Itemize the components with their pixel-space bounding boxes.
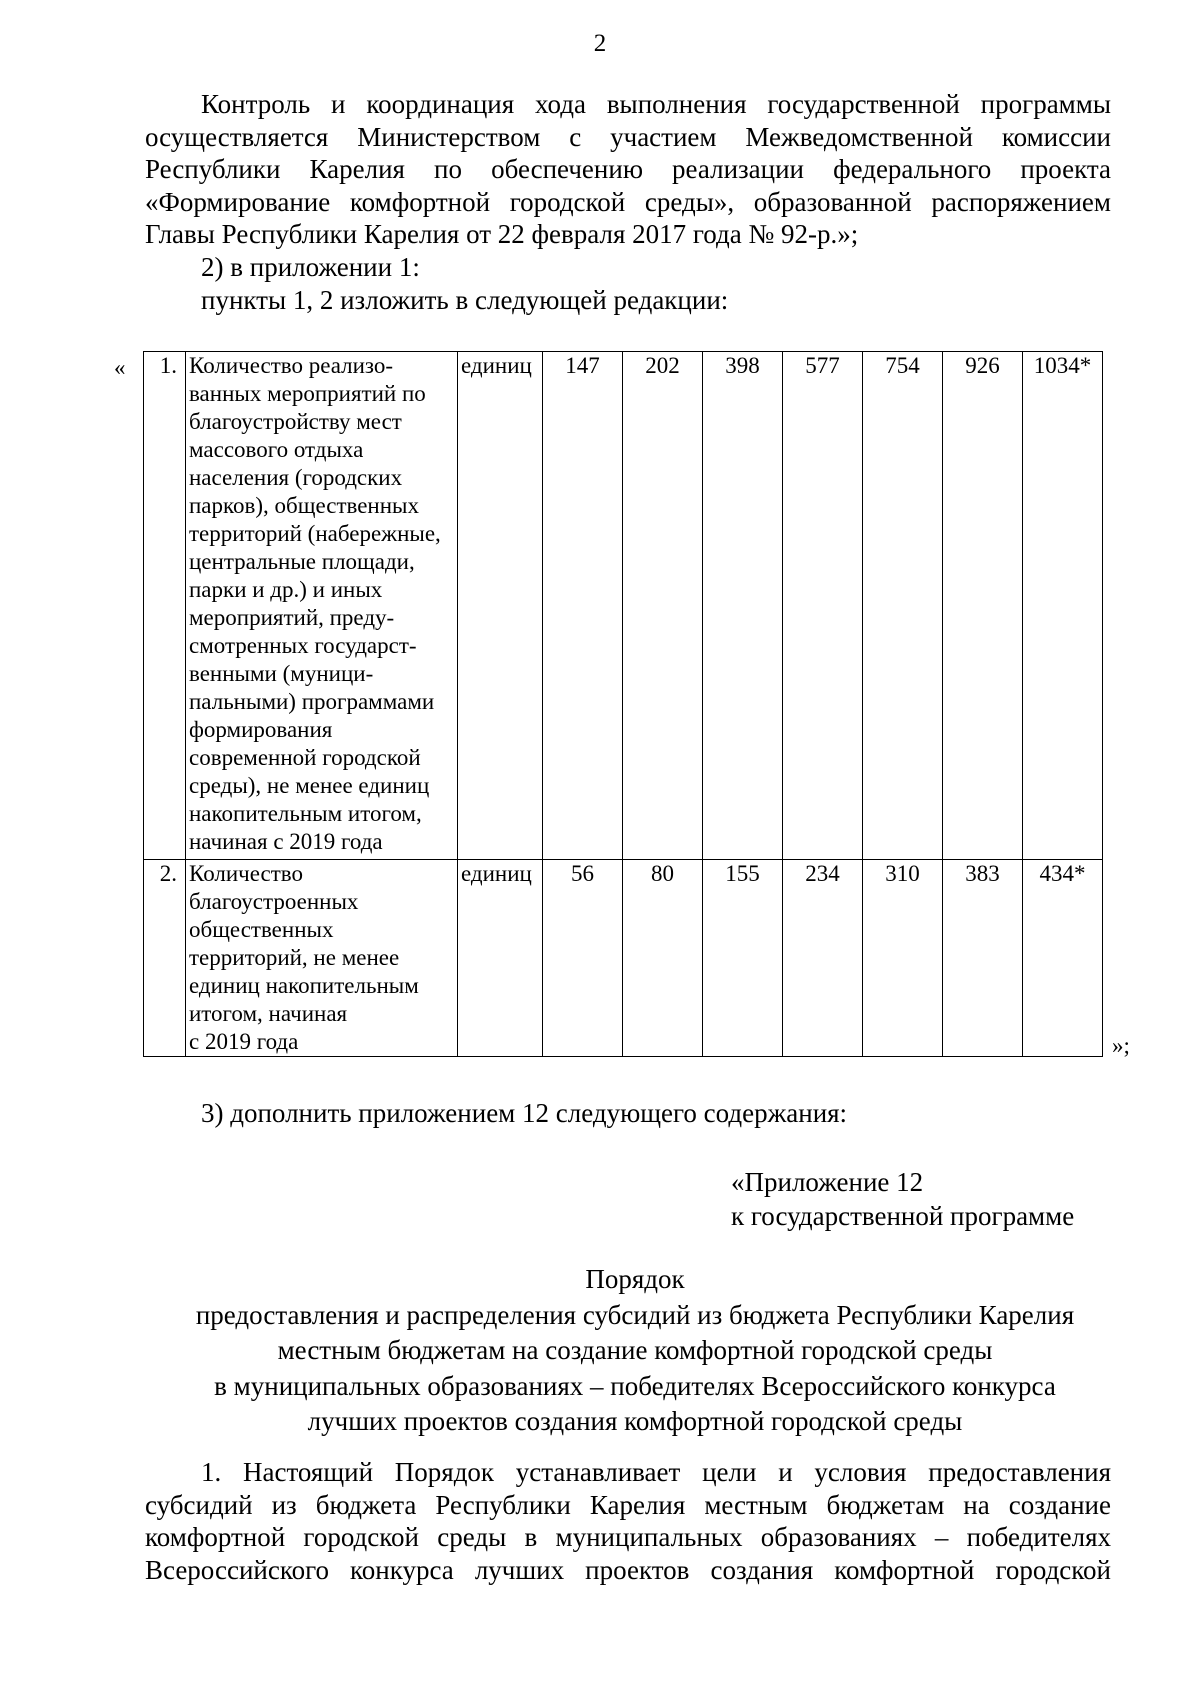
description-line: с 2019 года (189, 1029, 299, 1054)
intro-line: Республики Карелия по обеспечению реализации федерального проекта (145, 154, 1111, 185)
intro-last-line: Главы Республики Карелия от 22 февраля 2017 года № 92-р.»; (145, 219, 859, 250)
table-close-quote: »; (1112, 1033, 1130, 1058)
appendix-line: «Приложение 12 (731, 1167, 924, 1197)
description-line: венными (муници- (189, 661, 374, 686)
heading-line: местным бюджетам на создание комфортной городской среды (277, 1335, 993, 1365)
description-line: смотренных государст- (189, 633, 417, 658)
intro-line: Контроль и координация хода выполнения государственной программы (201, 89, 1111, 119)
document-heading (0, 1262, 1200, 1440)
description-line: мероприятий, преду- (189, 605, 395, 630)
table-row (144, 352, 1103, 860)
heading-line: лучших проектов создания комфортной городской среды (307, 1406, 963, 1436)
heading-line: предоставления и распределения субсидий из бюджета Республики Карелия (195, 1299, 1075, 1330)
row-value: 398 (703, 352, 783, 860)
description-line: современной городской (189, 745, 421, 770)
description-line: территорий (набережные, (189, 521, 441, 546)
indicators-table (143, 351, 1103, 1057)
description-line: формирования (189, 717, 333, 742)
final-line: субсидий из бюджета Республики Карелия местным бюджетам на создание (145, 1489, 1111, 1520)
description-line: единиц накопительным (189, 973, 419, 998)
row-value: 147 (543, 352, 623, 860)
description-line: ванных мероприятий по (189, 381, 426, 406)
row-value: 434* (1023, 860, 1103, 1057)
heading-line: в муниципальных образованиях – победителях Всероссийского конкурса (214, 1370, 1056, 1401)
row-value: 926 (943, 352, 1023, 860)
row-value: 155 (703, 860, 783, 1057)
description-line: пальными) программами (189, 689, 435, 714)
description-line: благоустройству мест (189, 409, 402, 434)
description-line: итогом, начиная (189, 1001, 348, 1026)
row-value: 56 (543, 860, 623, 1057)
description-line: массового отдыха (189, 437, 364, 462)
row-value: 754 (863, 352, 943, 860)
description-line: накопительным итогом, (189, 801, 422, 826)
description-line: общественных (189, 917, 334, 942)
table-open-quote: « (114, 355, 126, 380)
appendix-line: к государственной программе (731, 1201, 1075, 1231)
item-3-paragraph (145, 1097, 1111, 1130)
final-line: 1. Настоящий Порядок устанавливает цели и условия предоставления (201, 1457, 1111, 1487)
row-value: 310 (863, 860, 943, 1057)
row-unit: единиц (458, 860, 543, 1057)
page-number: 2 (593, 30, 607, 57)
heading-line: Порядок (585, 1264, 685, 1294)
description-line: населения (городских (189, 465, 403, 490)
description-line: Количество (189, 861, 303, 886)
row-value: 234 (783, 860, 863, 1057)
description-line: территорий, не менее (189, 945, 400, 970)
description-line: начиная с 2019 года (189, 829, 383, 854)
row-value: 1034* (1023, 352, 1103, 860)
intro-line: осуществляется Министерством с участием Межведомственной комиссии (145, 121, 1111, 152)
description-line: парков), общественных (189, 493, 419, 518)
row-number: 1. (144, 352, 186, 860)
item-2-line: 2) в приложении 1: (201, 251, 420, 282)
description-line: парки и др.) и иных (189, 577, 383, 602)
points-line: пункты 1, 2 изложить в следующей редакции: (201, 284, 729, 315)
appendix-caption (731, 1165, 1074, 1233)
row-value: 202 (623, 352, 703, 860)
table-row (144, 860, 1103, 1057)
item-3-line: 3) дополнить приложением 12 следующего содержания: (201, 1098, 848, 1128)
final-paragraph (145, 1456, 1111, 1586)
intro-line: «Формирование комфортной городской среды», образованной распоряжением (145, 186, 1111, 217)
row-unit: единиц (458, 352, 543, 860)
row-value: 577 (783, 352, 863, 860)
row-value: 383 (943, 860, 1023, 1057)
final-line: комфортной городской среды в муниципальных образованиях – победителях (145, 1522, 1111, 1553)
description-line: благоустроенных (189, 889, 359, 914)
final-line: Всероссийского конкурса лучших проектов создания комфортной городской (145, 1554, 1111, 1585)
row-value: 80 (623, 860, 703, 1057)
description-line: Количество реализо- (189, 353, 394, 378)
description-line: центральные площади, (189, 549, 415, 574)
description-line: среды), не менее единиц (189, 773, 430, 798)
row-description (186, 352, 458, 860)
row-number: 2. (144, 860, 186, 1057)
row-description (186, 860, 458, 1057)
intro-paragraph (145, 88, 1111, 316)
